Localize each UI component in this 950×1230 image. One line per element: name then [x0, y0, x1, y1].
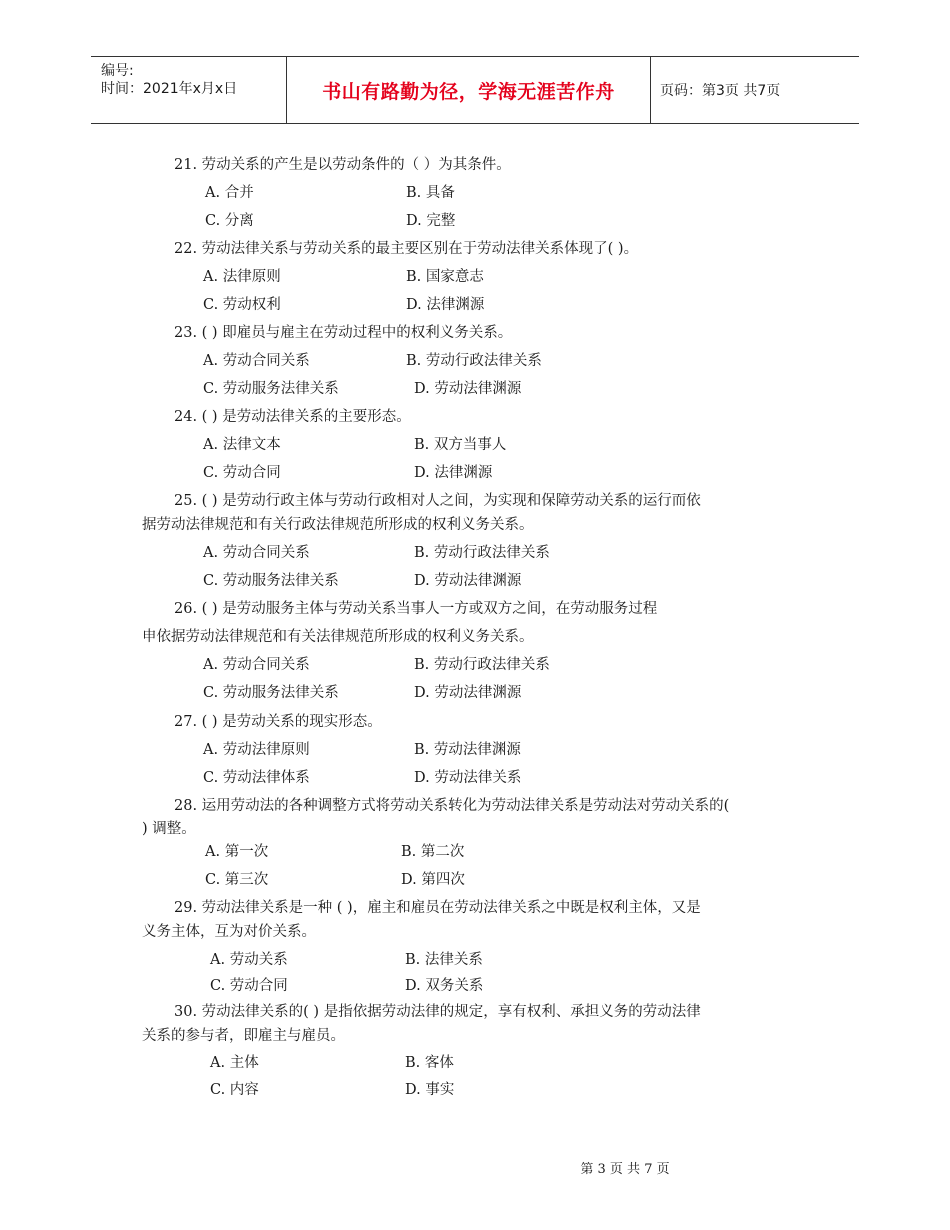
question-21-option: C. 分离 — [205, 213, 254, 229]
question-24-option: D. 法律渊源 — [414, 465, 493, 481]
question-21-option: A. 合并 — [205, 185, 254, 201]
question-30-option: B. 客体 — [405, 1055, 454, 1071]
question-22-option: A. 法律原则 — [203, 269, 281, 285]
question-28-text-line: ) 调整。 — [142, 821, 196, 837]
question-23-option: D. 劳动法律渊源 — [414, 381, 522, 397]
header-page-info-cell — [650, 57, 859, 123]
question-29-option: C. 劳动合同 — [210, 978, 288, 994]
question-24-option: C. 劳动合同 — [203, 465, 281, 481]
question-27-option: A. 劳动法律原则 — [203, 742, 310, 758]
question-26-option: A. 劳动合同关系 — [203, 657, 310, 673]
header-motto-cell — [286, 57, 651, 123]
header-meta — [91, 57, 286, 123]
question-26-option: D. 劳动法律渊源 — [414, 685, 522, 701]
question-23-option: B. 劳动行政法律关系 — [406, 353, 542, 369]
question-26-text-line: 申依据劳动法律规范和有关法律规范所形成的权利义务关系。 — [142, 629, 534, 645]
question-23-text-line: 23. ( ) 即雇员与雇主在劳动过程中的权利义务关系。 — [174, 325, 513, 341]
question-24-text-line: 24. ( ) 是劳动法律关系的主要形态。 — [174, 409, 411, 425]
question-29-option: D. 双务关系 — [405, 978, 484, 994]
question-27-option: C. 劳动法律体系 — [203, 770, 310, 786]
question-29-option: A. 劳动关系 — [210, 952, 288, 968]
question-27-text-line: 27. ( ) 是劳动关系的现实形态。 — [174, 714, 382, 730]
document-time-label: 时间：2021年x月x日 — [101, 81, 238, 97]
question-26-text-line: 26. ( ) 是劳动服务主体与劳动关系当事人一方或双方之间，在劳动服务过程 — [174, 601, 658, 617]
question-30-option: C. 内容 — [210, 1082, 259, 1098]
question-28-text-line: 28. 运用劳动法的各种调整方式将劳动关系转化为劳动法律关系是劳动法对劳动关系的( — [174, 798, 730, 814]
question-28-option: B. 第二次 — [401, 844, 465, 860]
question-24-option: A. 法律文本 — [203, 437, 281, 453]
question-23-option: C. 劳动服务法律关系 — [203, 381, 339, 397]
header-motto: 书山有路勤为径，学海无涯苦作舟 — [322, 80, 615, 103]
page-header — [91, 56, 859, 124]
question-26-option: B. 劳动行政法律关系 — [414, 657, 550, 673]
question-21-text-line: 21. 劳动关系的产生是以劳动条件的（ ）为其条件。 — [174, 157, 511, 173]
question-30-option: D. 事实 — [405, 1082, 455, 1098]
question-25-text-line: 25. ( ) 是劳动行政主体与劳动行政相对人之间，为实现和保障劳动关系的运行而依 — [174, 493, 701, 509]
question-29-text-line: 29. 劳动法律关系是一种 ( )，雇主和雇员在劳动法律关系之中既是权利主体，又是 — [174, 900, 701, 916]
question-22-option: C. 劳动权利 — [203, 297, 281, 313]
question-22-option: D. 法律渊源 — [406, 297, 485, 313]
question-25-option: A. 劳动合同关系 — [203, 545, 310, 561]
question-28-option: C. 第三次 — [205, 872, 269, 888]
page-footer: 第 3 页 共 7 页 — [580, 1162, 670, 1177]
header-page-info: 页码：第3页 共7页 — [660, 83, 781, 99]
question-30-text-line: 关系的参与者，即雇主与雇员。 — [142, 1028, 345, 1044]
question-24-option: B. 双方当事人 — [414, 437, 507, 453]
document-number-label: 编号: — [101, 63, 134, 79]
question-22-text-line: 22. 劳动法律关系与劳动关系的最主要区别在于劳动法律关系体现了( )。 — [174, 241, 639, 257]
question-23-option: A. 劳动合同关系 — [203, 353, 310, 369]
question-25-option: C. 劳动服务法律关系 — [203, 573, 339, 589]
question-30-text-line: 30. 劳动法律关系的( ) 是指依据劳动法律的规定，享有权利、承担义务的劳动法律 — [174, 1004, 701, 1020]
question-29-option: B. 法律关系 — [405, 952, 483, 968]
question-27-option: B. 劳动法律渊源 — [414, 742, 521, 758]
question-25-option: D. 劳动法律渊源 — [414, 573, 522, 589]
question-21-option: D. 完整 — [406, 213, 456, 229]
question-21-option: B. 具备 — [406, 185, 455, 201]
question-30-option: A. 主体 — [210, 1055, 259, 1071]
question-25-text-line: 据劳动法律规范和有关行政法律规范所形成的权利义务关系。 — [142, 517, 534, 533]
question-29-text-line: 义务主体，互为对价关系。 — [142, 924, 316, 940]
question-26-option: C. 劳动服务法律关系 — [203, 685, 339, 701]
question-28-option: D. 第四次 — [401, 872, 465, 888]
question-22-option: B. 国家意志 — [406, 269, 484, 285]
question-27-option: D. 劳动法律关系 — [414, 770, 522, 786]
question-28-option: A. 第一次 — [205, 844, 269, 860]
question-25-option: B. 劳动行政法律关系 — [414, 545, 550, 561]
